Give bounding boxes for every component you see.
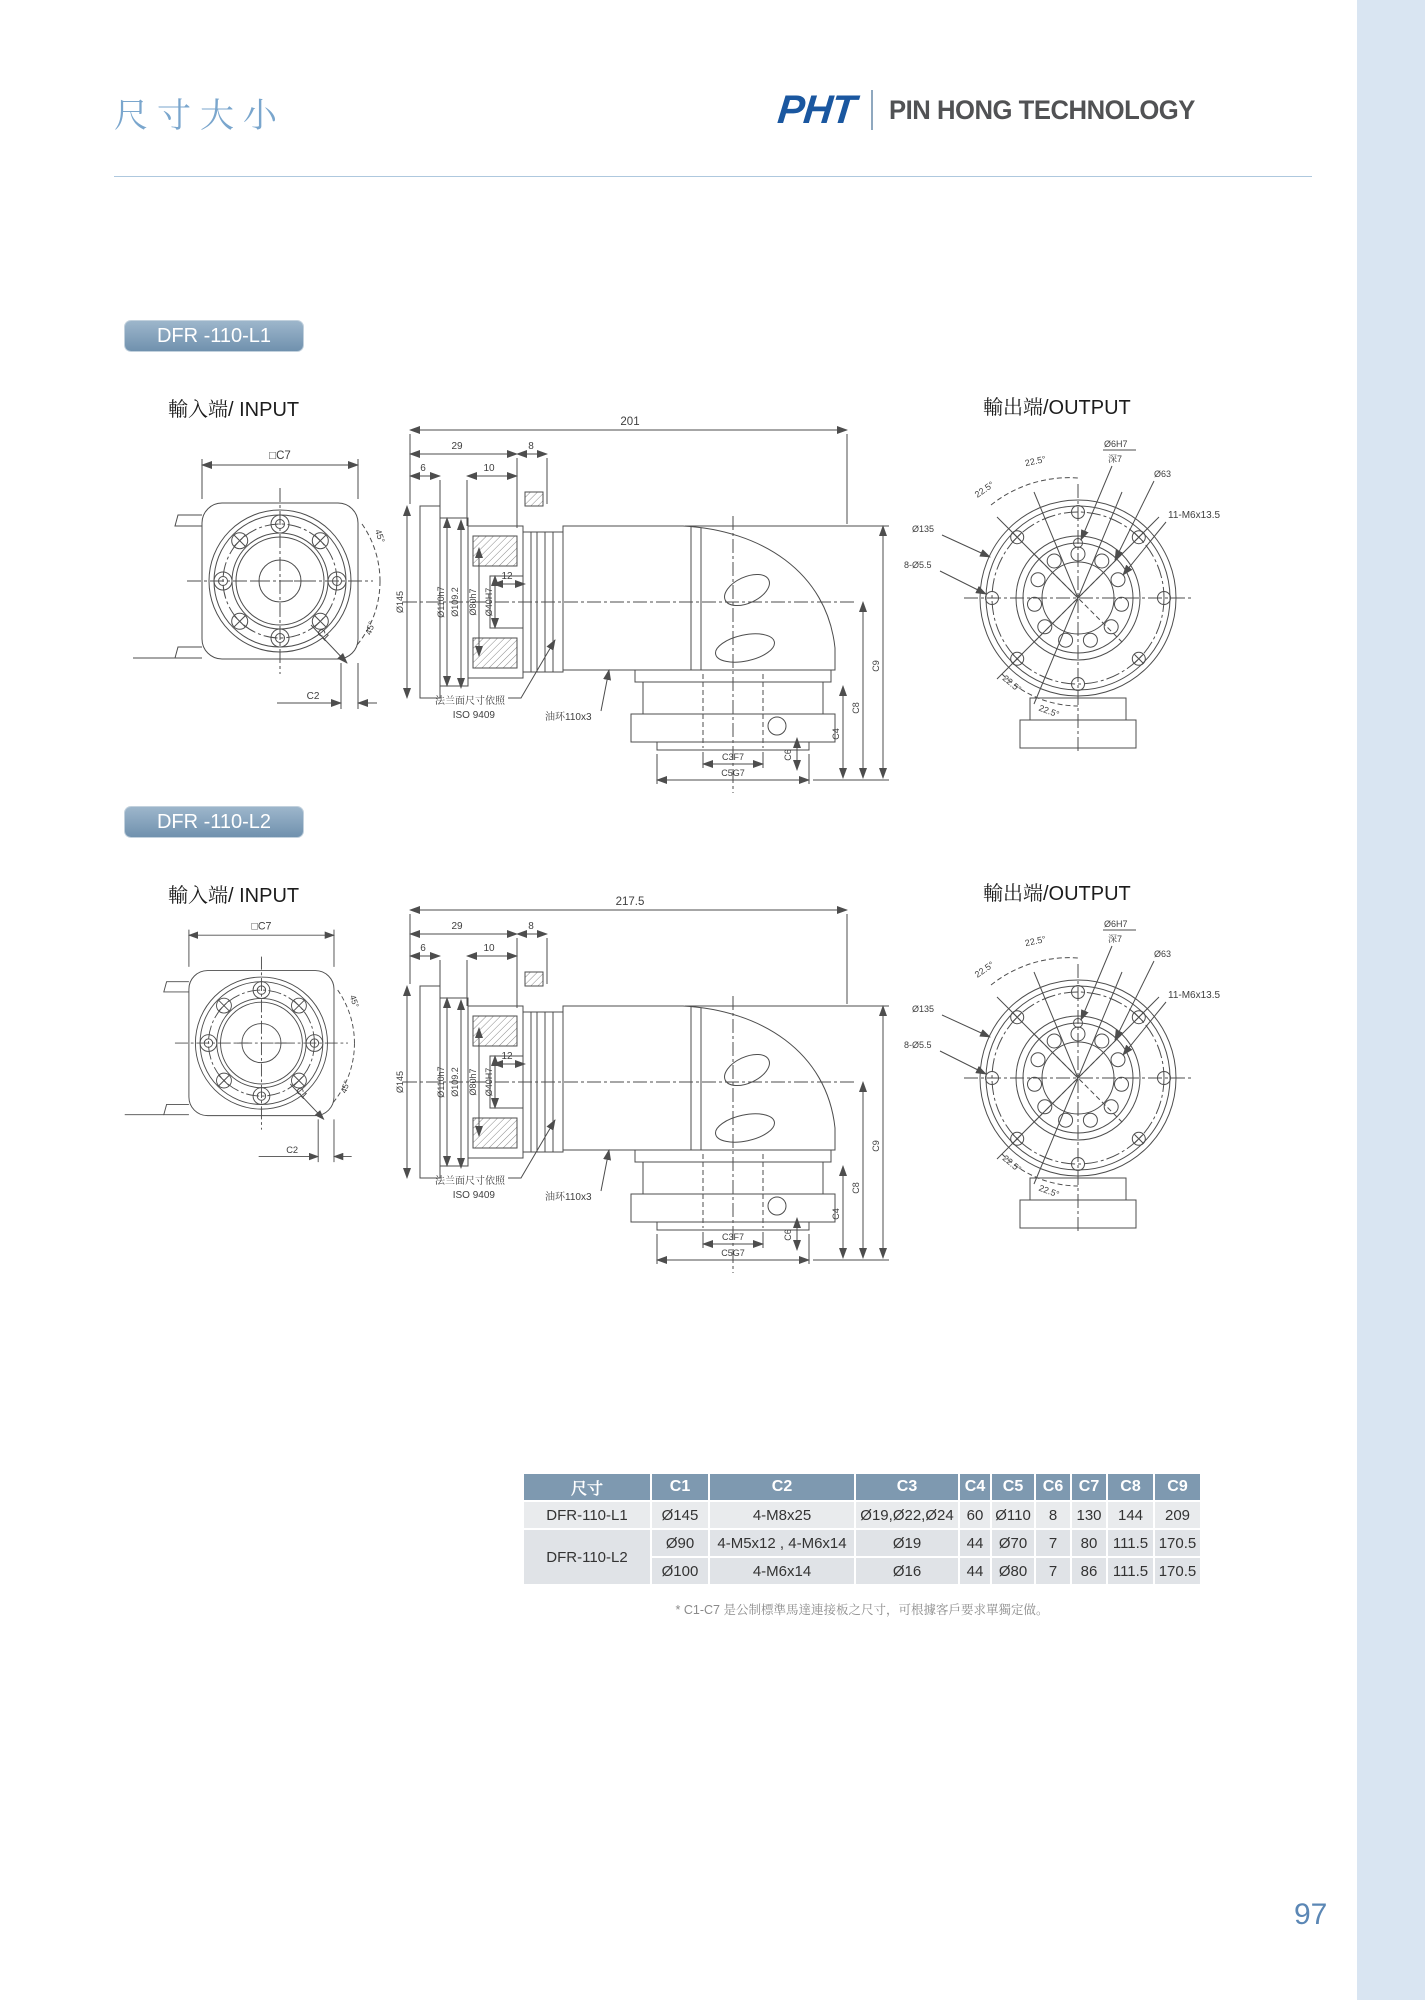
model-cell: DFR-110-L2: [524, 1530, 650, 1584]
cell-c1: Ø145: [652, 1502, 708, 1528]
cell-c8: 111.5: [1108, 1530, 1153, 1556]
top-dimension-lines: [410, 430, 847, 528]
cell-c5: Ø110: [992, 1502, 1034, 1528]
through-holes-label: 8-Ø5.5: [904, 560, 932, 570]
cell-c7: 130: [1072, 1502, 1106, 1528]
top-left-tab: [175, 515, 202, 526]
dia-pilot-label: Ø110h7: [436, 586, 446, 618]
cell-c3: Ø16: [856, 1558, 958, 1584]
oil-ring-note: 油环110x3: [545, 712, 592, 723]
angle-225-top: 22.5°: [1024, 453, 1047, 469]
side-view-geometry: [395, 430, 889, 793]
cell-c4: 44: [960, 1558, 990, 1584]
model-cell: DFR-110-L1: [524, 1502, 650, 1528]
dim-c2: [277, 663, 377, 709]
dia-63-label: Ø63: [1154, 469, 1172, 479]
cell-c6: 7: [1036, 1558, 1070, 1584]
cell-c7: 86: [1072, 1558, 1106, 1584]
dim-c9: C9: [871, 660, 881, 672]
dim-10: 10: [483, 463, 495, 474]
bottom-dimension-lines: [657, 738, 809, 784]
col-header: C7: [1072, 1474, 1106, 1500]
cell-c3: Ø19: [856, 1530, 958, 1556]
table-row: [524, 1502, 1200, 1528]
dim-c3f7: C3F7: [721, 752, 745, 762]
col-header: C3: [856, 1474, 958, 1500]
dim-c4: C4: [831, 728, 841, 740]
page-title: 尺寸大小: [114, 97, 286, 135]
cell-c9: 170.5: [1155, 1558, 1200, 1584]
table-footnote: * C1-C7 是公制標準馬達連接板之尺寸，可根據客戶要求單獨定做。: [675, 1603, 1049, 1617]
dim-8: 8: [528, 441, 534, 452]
angle-225-bottom2: 22.5°: [1037, 702, 1061, 720]
input-label-l1: 輸入端/ INPUT: [168, 399, 300, 421]
header-rule: [114, 176, 1312, 177]
dia-ring-label: Ø109.2: [450, 587, 460, 617]
col-header: C9: [1155, 1474, 1200, 1500]
cell-c8: 144: [1108, 1502, 1153, 1528]
col-header: C5: [992, 1474, 1034, 1500]
col-header: C8: [1108, 1474, 1153, 1500]
col-header: 尺寸: [524, 1474, 650, 1500]
cell-c2: 4-M8x25: [710, 1502, 854, 1528]
angle-225-bottom1: 22.5°: [1000, 673, 1024, 695]
dia-135-label: Ø135: [912, 524, 935, 534]
cell-c6: 7: [1036, 1530, 1070, 1556]
l2-side-section-drawing: [395, 888, 905, 1283]
col-header: C2: [710, 1474, 854, 1500]
brand-header: [775, 86, 1211, 134]
cell-c1: Ø90: [652, 1530, 708, 1556]
dim-12: 12: [501, 571, 513, 582]
col-header: C6: [1036, 1474, 1070, 1500]
c2-label: C2: [306, 691, 320, 702]
cell-c9: 209: [1155, 1502, 1200, 1528]
input-flange-geometry: [133, 450, 387, 709]
l1-side-section-drawing: [395, 408, 905, 803]
dimension-table: [522, 1472, 1202, 1586]
dim-c8: C8: [851, 702, 861, 714]
right-edge-band: [1357, 0, 1425, 2000]
output-flange-geometry: [904, 439, 1221, 752]
dia-flange-label: Ø145: [395, 590, 405, 614]
table-header-row: [524, 1474, 1200, 1500]
cell-c5: Ø80: [992, 1558, 1034, 1584]
angle-dims-45: [357, 524, 387, 645]
pin-depth-label: 深7: [1108, 454, 1123, 464]
page-number: 97: [1294, 1898, 1328, 1931]
company-name: PIN HONG TECHNOLOGY: [889, 94, 1195, 125]
dia-shaft-label: Ø40H7: [484, 587, 494, 617]
model-badge-l2: DFR -110-L2: [124, 806, 304, 838]
overall-length-l1: 201: [620, 416, 640, 428]
oil-plug: [768, 717, 786, 735]
flange-note-2: ISO 9409: [452, 710, 495, 721]
dim-6: 6: [420, 463, 426, 474]
input-label-l2: 輸入端/ INPUT: [168, 885, 300, 907]
cell-c6: 8: [1036, 1502, 1070, 1528]
l1-output-flange-drawing: [898, 420, 1248, 755]
l2-output-flange-drawing: [898, 900, 1248, 1235]
output-label-l2: 輸出端/OUTPUT: [983, 883, 1131, 905]
cell-c1: Ø100: [652, 1558, 708, 1584]
dia-bore-label: Ø80h7: [468, 588, 478, 616]
angle-45-bottom: 45°: [363, 620, 378, 637]
bottom-left-tab: [175, 647, 202, 658]
output-labels: [904, 439, 1221, 720]
pin-hole-label: Ø6H7: [1104, 439, 1128, 449]
l2-input-flange-drawing: [100, 902, 375, 1217]
l1-input-flange-drawing: [115, 425, 390, 740]
dim-c6: C6: [783, 749, 793, 761]
cell-c2: 4-M5x12 , 4-M6x14: [710, 1530, 854, 1556]
cell-c7: 80: [1072, 1530, 1106, 1556]
table-row: [524, 1530, 1200, 1556]
cell-c3: Ø19,Ø22,Ø24: [856, 1502, 958, 1528]
col-header: C1: [652, 1474, 708, 1500]
dim-c1: [311, 625, 347, 663]
angle-225-left: 22.5°: [972, 479, 996, 500]
cell-c4: 60: [960, 1502, 990, 1528]
output-label-l1: 輸出端/OUTPUT: [983, 397, 1131, 419]
cell-c9: 170.5: [1155, 1530, 1200, 1556]
square-dim-label: □C7: [269, 450, 291, 462]
dim-29: 29: [451, 441, 463, 452]
model-badge-l1: DFR -110-L1: [124, 320, 304, 352]
dim-c5g7: C5G7: [721, 768, 745, 778]
pht-logo: PHT: [775, 87, 858, 132]
flange-note-1: 法兰面尺寸依照: [435, 696, 505, 707]
c1-label: C1: [314, 626, 332, 644]
thread-holes-label: 11-M6x13.5: [1168, 510, 1221, 521]
logo-divider: [871, 90, 873, 130]
cell-c5: Ø70: [992, 1530, 1034, 1556]
overall-length-l2: 217.5: [615, 896, 645, 908]
cell-c8: 111.5: [1108, 1558, 1153, 1584]
col-header: C4: [960, 1474, 990, 1500]
clamp-ring-section: [523, 492, 563, 672]
cell-c2: 4-M6x14: [710, 1558, 854, 1584]
angle-45-top: 45°: [372, 528, 387, 545]
cell-c4: 44: [960, 1530, 990, 1556]
